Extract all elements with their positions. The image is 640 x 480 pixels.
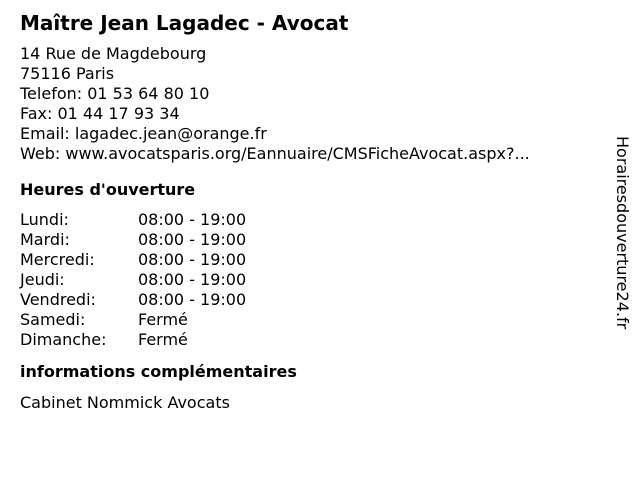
hours-row-tuesday <box>20 230 246 250</box>
email-address[interactable]: Email: lagadec.jean@orange.fr <box>20 124 267 143</box>
day-label: Samedi: <box>20 310 86 329</box>
day-label: Mardi: <box>20 230 70 249</box>
day-hours: 08:00 - 19:00 <box>138 210 247 229</box>
hours-row-wednesday <box>20 250 246 270</box>
hours-heading: Heures d'ouverture <box>20 180 196 199</box>
day-hours: 08:00 - 19:00 <box>138 230 247 249</box>
day-hours: 08:00 - 19:00 <box>138 290 247 309</box>
info-text: Cabinet Nommick Avocats <box>20 393 230 412</box>
phone-number[interactable]: Telefon: 01 53 64 80 10 <box>20 84 210 103</box>
fax-number: Fax: 01 44 17 93 34 <box>20 104 180 123</box>
address-city: 75116 Paris <box>20 64 115 83</box>
hours-row-friday <box>20 290 246 310</box>
contact-block <box>20 44 600 164</box>
day-label: Lundi: <box>20 210 69 229</box>
hours-row-saturday <box>20 310 246 330</box>
day-label: Mercredi: <box>20 250 95 269</box>
day-hours: 08:00 - 19:00 <box>138 270 247 289</box>
hours-row-monday <box>20 210 246 230</box>
website-link[interactable]: Web: www.avocatsparis.org/Eannuaire/CMSFicheAvocat.aspx?... <box>20 144 530 163</box>
day-hours: Fermé <box>138 310 188 329</box>
day-label: Vendredi: <box>20 290 96 309</box>
day-hours: 08:00 - 19:00 <box>138 250 247 269</box>
brand-watermark: Horairesdouverture24.fr <box>613 136 632 330</box>
address-street: 14 Rue de Magdebourg <box>20 44 207 63</box>
hours-table <box>20 210 246 350</box>
business-card <box>20 10 600 413</box>
info-heading: informations complémentaires <box>20 362 297 381</box>
day-label: Jeudi: <box>20 270 65 289</box>
business-name: Maître Jean Lagadec - Avocat <box>20 11 349 35</box>
day-hours: Fermé <box>138 330 188 349</box>
hours-row-thursday <box>20 270 246 290</box>
day-label: Dimanche: <box>20 330 107 349</box>
hours-row-sunday <box>20 330 246 350</box>
